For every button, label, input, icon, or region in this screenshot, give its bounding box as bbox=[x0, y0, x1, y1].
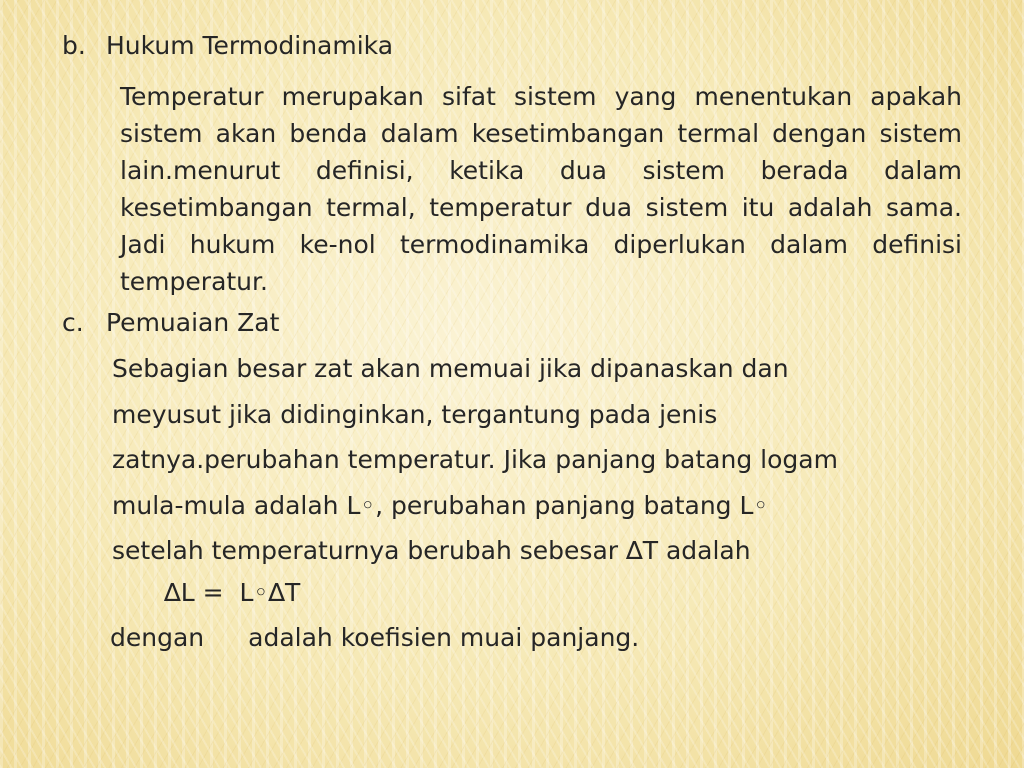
paragraph-pemuaian bbox=[112, 346, 992, 574]
paragraph-temperatur: Temperatur merupakan sifat sistem yang menentukan apakah sistem akan benda dalam kesetimbangan termal dengan sistem lain.menurut definisi, ketika dua sistem berada dalam kesetimbangan termal, temperatur dua sistem itu adalah sama. Jadi hukum ke-nol termodinamika diperlukan dalam definisi temperatur. bbox=[120, 82, 962, 296]
list-marker-c: c. bbox=[62, 308, 84, 337]
formula-rhs: L◦∆T bbox=[239, 578, 301, 607]
paragraph-line: setelah temperaturnya berubah sebesar ∆T adalah bbox=[112, 536, 751, 565]
formula-lhs: ∆L = bbox=[164, 578, 224, 607]
closing-word: dengan bbox=[110, 623, 205, 652]
formula-expansion bbox=[164, 575, 300, 611]
heading-text: Pemuaian Zat bbox=[106, 308, 280, 337]
paragraph-line: mula-mula adalah L◦, perubahan panjang batang L◦ bbox=[112, 490, 769, 520]
paragraph-line: meyusut jika didinginkan, tergantung pada jenis bbox=[112, 399, 718, 429]
heading-text: Hukum Termodinamika bbox=[106, 31, 394, 60]
closing-line bbox=[110, 620, 639, 656]
paragraph-line: Sebagian besar zat akan memuai jika dipanaskan dan bbox=[112, 354, 789, 383]
closing-rest: adalah koefisien muai panjang. bbox=[248, 623, 640, 652]
heading-hukum-termodinamika bbox=[62, 31, 393, 61]
list-marker-b: b. bbox=[62, 31, 86, 60]
paragraph-line: zatnya.perubahan temperatur. Jika panjang batang logam bbox=[112, 445, 838, 474]
heading-pemuaian-zat bbox=[62, 308, 279, 338]
